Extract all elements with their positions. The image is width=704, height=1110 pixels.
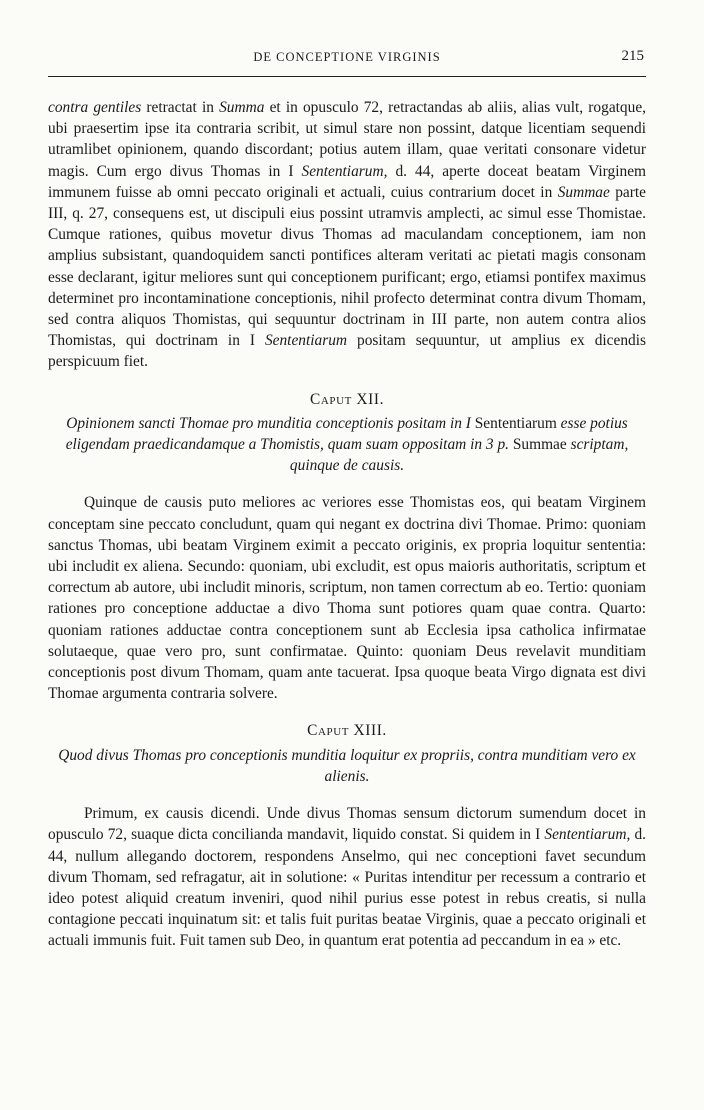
summary-roman-run: Sententiarum xyxy=(474,414,557,432)
chapter-13-heading xyxy=(48,720,646,741)
italic-text: Sententiarum xyxy=(264,332,348,350)
chapter-13-summary: Quod divus Thomas pro conceptionis munditia loquitur ex propriis, contra munditiam vero ex alienis. xyxy=(58,746,636,785)
page-header xyxy=(48,46,646,77)
paragraph-1 xyxy=(48,97,646,373)
page-number: 215 xyxy=(621,48,644,64)
chapter-12-summary xyxy=(48,413,646,477)
text-run: et in opusculo 72, retractandas ab aliis, alias vult, rogatque, ubi praesertim ipse ita contraria scribit, ut simul stare non possint, datque licentiam sequendi utramlibet opinionem, quando discordant; potius autem illam, quae veritati consonare videtur magis. Cum ergo divus Thomas in I xyxy=(48,99,646,180)
text-run: Primum, ex causis dicendi. Unde divus Thomas sensum dictorum sumendum docet in opusculo 72, suaque dicta concilianda mandavit, liquido constat. Si quidem in I xyxy=(48,805,646,844)
summary-run: esse potius eligendam praedicandamque a Thomistis, quam suam oppositam in 3 p. xyxy=(65,414,628,454)
italic-text: Sententiarum, xyxy=(544,826,631,844)
paragraph-3 xyxy=(48,803,646,951)
summary-run: scriptam, quinque de causis. xyxy=(289,436,629,475)
summary-roman-run: Summae xyxy=(512,436,567,454)
text-run: retractat in xyxy=(141,99,220,116)
chapter-label: Caput xyxy=(309,390,352,408)
text-run: parte III, q. 27, consequens est, ut discipuli eius possint utramvis amplecti, ac simul esse Thomistae. Cumque rationes, quibus movetur divus Thomas ad maculandam conceptionem, iam non amplius subsistant, quandoquidem sancti pontifices alteram veritati ac pietati magis consonam esse declarant, igitur meliores sunt qui conceptionem purificant; ergo, etiamsi pontifex maximus determinet pro incontaminatione conceptionis, nihil profecto determinat contra divum Thomam, sed contra aliquos Thomistas, qui sequuntur doctrinam in III parte, non autem contra alios Thomistas, qui doctrinam in I xyxy=(48,183,647,350)
chapter-number: XIII. xyxy=(353,722,387,740)
chapter-label: Caput xyxy=(307,722,350,740)
italic-text: Summae xyxy=(557,183,610,201)
italic-text: Sententiarum, xyxy=(301,162,388,180)
italic-text: Summa xyxy=(219,99,265,116)
summary-run: Opinionem sancti Thomae pro munditia conceptionis positam in I xyxy=(66,414,475,432)
chapter-number: XII. xyxy=(356,390,385,408)
text-run: positam sequuntur, ut amplius ex dicendis perspicuum fiet. xyxy=(48,332,646,371)
text-run: d. 44, nullum allegando doctorem, respondens Anselmo, qui nec conceptioni favet secundum divum Thomam, sed refragatur, ait in solutione: « Puritas intenditur per recessum a contrario et ideo potest aliquid creatum inveniri, quod nihil purius esse potest in rebus creatis, si nulla contagione peccati inquinatum sit: et talis fuit puritas beatae Virginis, quae a peccato originali et actuali immunis fuit. Fuit tamen sub Deo, in quantum erat potentia ad peccandum in ea » etc. xyxy=(48,826,646,950)
page-body xyxy=(48,97,646,952)
running-title: DE CONCEPTIONE VIRGINIS xyxy=(253,50,441,64)
italic-text: contra gentiles xyxy=(48,99,142,116)
text-run: d. 44, aperte doceat beatam Virginem immunem fuisse ab omni peccato originali et actuali, cuius contrarium docet in xyxy=(48,162,646,201)
chapter-12-heading xyxy=(48,389,646,410)
paragraph-2: Quinque de causis puto meliores ac veriores esse Thomistas eos, qui beatam Virginem conceptam sine peccato concludunt, quam qui negant ex doctrina divi Thomae. Primo: quoniam sanctus Thomas, ubi beatam Virginem eximit a peccato originis, ex propria loquitur sententia: ubi includit ex aliena. Secundo: quoniam, ubi excludit, est opus maioris authoritatis, scriptum et correctum ab autore, ubi includit minoris, scriptum, non tamen correctum ab eo. Tertio: quoniam rationes pro conceptione adductae a divo Thoma sunt potiores quam quae contra. Quarto: quoniam rationes adductae contra conceptionem sunt ab Ecclesia ipsa catholica infirmatae solutaeque, quae vero pro, sunt confirmatae. Quinto: quoniam Deus revelavit munditiam conceptionis post divum Thomam, quam ante tacuerat. Ipsa quoque beata Virgo dignata est divi Thomae argumenta contraria solvere. xyxy=(48,494,646,703)
